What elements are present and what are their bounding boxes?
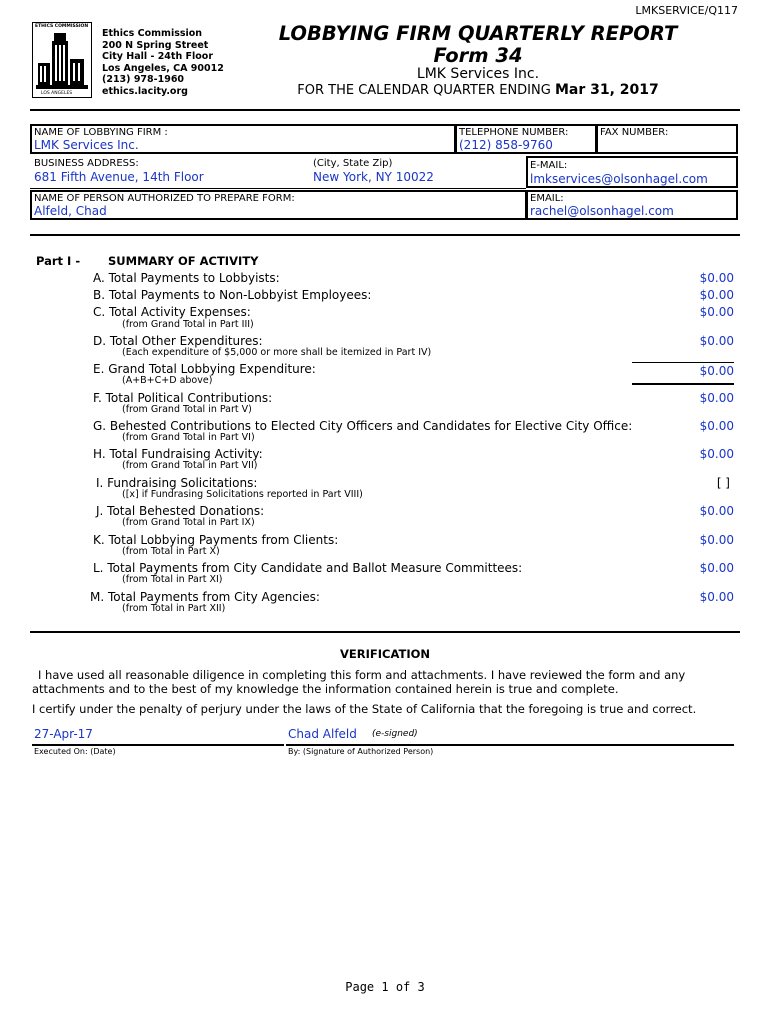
signer-name: Chad Alfeld — [288, 727, 357, 741]
total-rule — [632, 383, 734, 385]
preparer-email-label: EMAIL: — [530, 193, 564, 204]
summary-sub: (Each expenditure of $5,000 or more shall be itemized in Part IV) — [122, 347, 432, 358]
verification-text-line2: attachments and to the best of my knowledge the information contained herein is true and complete. — [32, 682, 619, 696]
summary-amount: $0.00 — [699, 364, 734, 378]
certification-text: I certify under the penalty of perjury under the laws of the State of California that the foregoing is true and correct. — [32, 702, 697, 716]
date-caption: Executed On: (Date) — [34, 747, 116, 756]
preparer-email-box — [526, 190, 738, 220]
business-address-value: 681 Fifth Avenue, 14th Floor — [34, 170, 204, 184]
commission-address — [102, 28, 224, 97]
summary-sub: ([x] if Fundrasing Solicitations reported in Part VIII) — [122, 489, 363, 500]
summary-amount: $0.00 — [699, 419, 734, 433]
summary-amount: $0.00 — [699, 504, 734, 518]
signature-caption: By: (Signature of Authorized Person) — [288, 747, 434, 756]
firm-name-header: LMK Services Inc. — [416, 66, 540, 82]
quarter-label: FOR THE CALENDAR QUARTER ENDING — [297, 83, 551, 98]
divider — [30, 631, 740, 633]
part-label: Part I - — [36, 254, 81, 268]
preparer-value: Alfeld, Chad — [34, 204, 107, 218]
logo-top-text: ETHICS COMMISSION — [35, 24, 89, 29]
summary-amount: $0.00 — [699, 447, 734, 461]
quarter-date: Mar 31, 2017 — [554, 82, 659, 98]
telephone-box — [455, 124, 597, 154]
city-state-value: New York, NY 10022 — [313, 170, 434, 184]
preparer-label: NAME OF PERSON AUTHORIZED TO PREPARE FORM: — [34, 193, 295, 204]
summary-label: H. Total Fundraising Activity: — [93, 447, 263, 461]
address-line: City Hall - 24th Floor — [102, 51, 214, 62]
summary-sub: (from Total in Part XII) — [122, 603, 226, 614]
summary-amount: $0.00 — [699, 533, 734, 547]
summary-sub: (from Grand Total in Part VII) — [122, 460, 258, 471]
summary-sub: (from Grand Total in Part III) — [122, 319, 254, 330]
address-line: ethics.lacity.org — [102, 85, 188, 97]
summary-amount: $0.00 — [699, 391, 734, 405]
verification-heading: VERIFICATION — [340, 647, 430, 661]
firm-name-value: LMK Services Inc. — [34, 138, 139, 152]
form-number: Form 34 — [433, 44, 523, 67]
email-value: lmkservices@olsonhagel.com — [530, 172, 708, 186]
summary-label: M. Total Payments from City Agencies: — [90, 590, 320, 604]
city-state-label: (City, State Zip) — [313, 158, 393, 169]
divider — [30, 188, 526, 189]
summary-label: G. Behested Contributions to Elected City Officers and Candidates for Elective City Office: — [93, 419, 633, 433]
summary-amount: $0.00 — [699, 305, 734, 319]
signature-line — [286, 744, 734, 746]
divider — [30, 109, 740, 111]
summary-label: K. Total Lobbying Payments from Clients: — [93, 533, 339, 547]
divider — [30, 234, 740, 236]
summary-heading: SUMMARY OF ACTIVITY — [108, 254, 259, 268]
summary-sub: (A+B+C+D above) — [122, 375, 213, 386]
firm-name-label: NAME OF LOBBYING FIRM : — [34, 127, 168, 138]
summary-amount: $0.00 — [699, 288, 734, 302]
summary-amount: $0.00 — [699, 561, 734, 575]
address-line: Ethics Commission — [102, 28, 203, 39]
summary-amount: $0.00 — [699, 334, 734, 348]
ethics-commission-logo — [32, 22, 92, 98]
summary-sub: (from Total in Part XI) — [122, 574, 223, 585]
address-line: Los Angeles, CA 90012 — [102, 62, 224, 74]
fax-box — [596, 124, 738, 154]
report-title: LOBBYING FIRM QUARTERLY REPORT — [278, 22, 678, 45]
summary-sub: (from Grand Total in Part IX) — [122, 517, 255, 528]
quarter-ending — [230, 82, 726, 98]
city-hall-icon — [33, 23, 91, 97]
summary-label: D. Total Other Expenditures: — [93, 334, 263, 348]
address-line: (213) 978-1960 — [102, 74, 185, 85]
summary-label: B. Total Payments to Non-Lobbyist Employees: — [93, 288, 372, 302]
report-code: LMKSERVICE/Q117 — [635, 4, 738, 17]
date-line — [32, 744, 284, 746]
summary-label: F. Total Political Contributions: — [93, 391, 273, 405]
verification-text-line1: I have used all reasonable diligence in completing this form and attachments. I have reviewed the form and any — [38, 668, 686, 682]
summary-sub: (from Total in Part X) — [122, 546, 220, 557]
firm-name-box — [30, 124, 456, 154]
summary-label: E. Grand Total Lobbying Expenditure: — [93, 362, 316, 376]
summary-amount: $0.00 — [699, 271, 734, 285]
summary-label: A. Total Payments to Lobbyists: — [93, 271, 280, 285]
summary-sub: (from Grand Total in Part V) — [122, 404, 252, 415]
business-address-label: BUSINESS ADDRESS: — [34, 158, 139, 169]
esigned-note: (e-signed) — [372, 729, 418, 739]
fundraising-checkbox[interactable]: [ ] — [716, 476, 730, 490]
telephone-value: (212) 858-9760 — [459, 138, 553, 152]
preparer-box — [30, 190, 527, 220]
page-number: Page 1 of 3 — [345, 980, 425, 994]
logo-bottom-text: LOS ANGELES — [41, 91, 73, 96]
executed-date: 27-Apr-17 — [34, 727, 93, 741]
telephone-label: TELEPHONE NUMBER: — [459, 127, 569, 138]
summary-sub: (from Grand Total in Part VI) — [122, 432, 255, 443]
summary-label: I. Fundraising Solicitations: — [96, 476, 258, 490]
summary-amount: $0.00 — [699, 590, 734, 604]
summary-label: J. Total Behested Donations: — [96, 504, 265, 518]
summary-label: C. Total Activity Expenses: — [93, 305, 251, 319]
email-label: E-MAIL: — [530, 160, 568, 171]
summary-label: L. Total Payments from City Candidate and Ballot Measure Committees: — [93, 561, 523, 575]
business-address-row — [30, 156, 526, 188]
subtotal-rule — [632, 362, 734, 363]
fax-label: FAX NUMBER: — [600, 127, 669, 138]
address-line: 200 N Spring Street — [102, 39, 209, 51]
preparer-email-value: rachel@olsonhagel.com — [530, 204, 674, 218]
email-box — [526, 156, 738, 188]
